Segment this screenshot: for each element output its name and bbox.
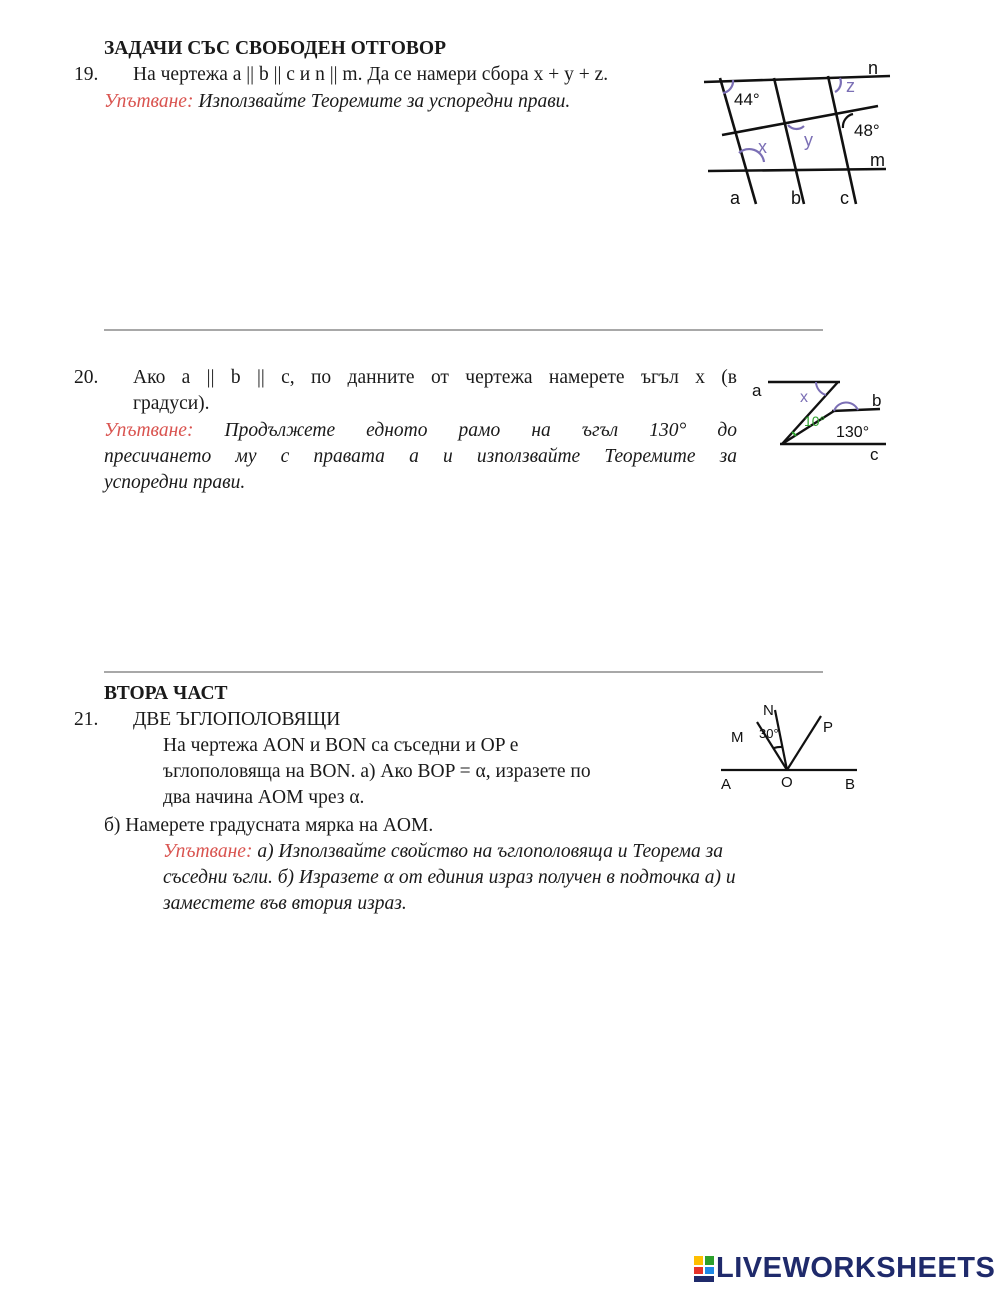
angle-130-label: 130° — [836, 424, 870, 441]
ray-op — [787, 716, 821, 770]
figure-parallel-lines — [700, 58, 895, 208]
label-y: y — [804, 130, 813, 150]
hint-text: заместете във втория израз. — [163, 893, 407, 914]
label-a: a — [730, 188, 741, 208]
label-c: c — [870, 445, 879, 464]
hint — [104, 418, 737, 444]
hint-label: Упътване: — [104, 420, 194, 441]
divider — [104, 329, 823, 331]
brand-logo: LIVEWORKSHEETS — [716, 1252, 996, 1284]
angle-30-label: 30° — [759, 726, 779, 741]
hint — [163, 839, 723, 865]
hint-text: Продължете едното рамо на ъгъл 130° до — [224, 420, 738, 441]
angle-mark-x — [816, 382, 826, 395]
hint-text: Използвайте Теоремите за успоредни прави. — [198, 91, 571, 112]
angle-10-label: 10° — [804, 413, 826, 429]
line-b — [774, 78, 804, 204]
angle-mark-48 — [843, 114, 853, 128]
hint-text: а) Използвайте свойство на ъглополовяща и Теорема за — [257, 841, 723, 862]
problem-text-line: На чертежа AON и BON са съседни и OP е — [163, 735, 519, 756]
label-b: B — [845, 776, 856, 793]
problem-number: 21. — [74, 709, 99, 730]
angle-44-label: 44° — [734, 90, 760, 109]
section-title: ЗАДАЧИ СЪС СВОБОДЕН ОТГОВОР — [104, 38, 446, 59]
line-n — [704, 76, 890, 82]
label-x: x — [758, 137, 767, 157]
hint-label: Упътване: — [104, 91, 194, 112]
angle-48-label: 48° — [854, 121, 880, 140]
hint-text: успоредни прави. — [104, 472, 246, 493]
angle-mark-y — [788, 125, 804, 129]
problem-title: ДВЕ ЪГЛОПОЛОВЯЩИ — [133, 709, 341, 730]
label-n: N — [763, 702, 774, 719]
label-b: b — [872, 391, 882, 410]
figure-adjacent-angles — [715, 700, 865, 795]
label-n: n — [868, 58, 879, 78]
label-p: P — [823, 719, 834, 736]
label-a: a — [752, 381, 762, 400]
hint-text: пресичането му с правата a и използвайте Теоремите за — [104, 446, 737, 467]
problem-text: На чертежа a || b || c и n || m. Да се намери сбора x + y + z. — [133, 64, 609, 85]
problem-number: 20. — [74, 367, 99, 388]
label-m: m — [870, 150, 885, 170]
logo-icon — [694, 1256, 714, 1282]
angle-mark-z — [835, 78, 841, 92]
label-x: x — [800, 389, 808, 406]
divider — [104, 671, 823, 673]
hint — [104, 89, 570, 115]
problem-part-b: б) Намерете градусната мярка на AOM. — [104, 815, 434, 836]
label-c: c — [840, 188, 849, 208]
label-z: z — [846, 76, 855, 96]
section-title: ВТОРА ЧАСТ — [104, 683, 228, 704]
problem-text-line: ъглополовяща на BON. а) Ако BOP = α, изразете по — [163, 761, 591, 782]
label-b: b — [791, 188, 802, 208]
label-o: O — [781, 774, 793, 791]
problem-number: 19. — [74, 64, 99, 85]
problem-text-line: градуси). — [133, 393, 210, 414]
angle-mark-30 — [774, 747, 782, 748]
figure-z-angle — [748, 372, 893, 464]
problem-text-line: Ако a || b || c, по данните от чертежа намерете ъгъл x (в — [133, 367, 737, 388]
hint-text: съседни ъгли. б) Изразете α от единия израз получен в подточка а) и — [163, 867, 736, 888]
label-a: A — [721, 776, 732, 793]
hint-label: Упътване: — [163, 841, 253, 862]
problem-text-line: два начина AOM чрез α. — [163, 787, 365, 808]
label-m: M — [731, 729, 744, 746]
